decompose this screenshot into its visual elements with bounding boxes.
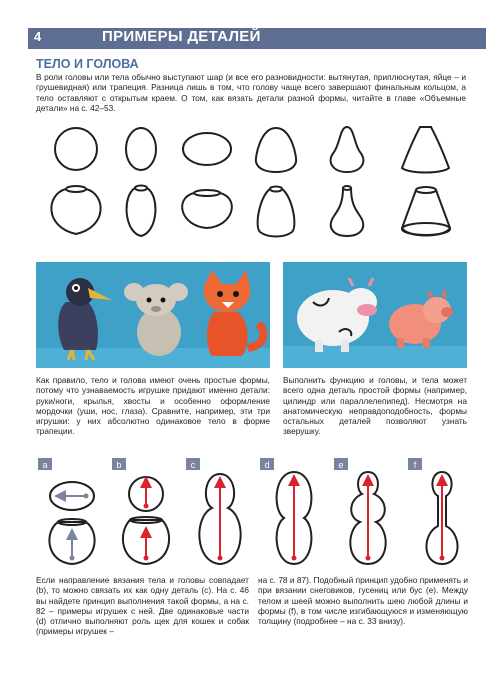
left-column-text: Как правило, тело и голова имеют очень простые формы, потому что узнаваемость игрушке придают именно детали: руки/ноги, крылья, хвосты и особенно оформление мордочки (уши, нос, глаза). Сравните, например, эти три игрушки: у них абсолютно одинаковое тело в форме трапеции.	[36, 375, 270, 437]
photo-cow-pig	[283, 262, 467, 368]
knitting-direction-diagrams	[34, 454, 474, 570]
page-header	[0, 0, 500, 49]
diagram-d	[277, 472, 312, 564]
shape-sphere-open	[51, 189, 100, 234]
photo-three-toys	[36, 262, 270, 368]
shape-pear	[331, 127, 364, 172]
shape-trapezoid-open	[402, 190, 450, 236]
diagram-e	[350, 472, 385, 564]
diagram-b	[123, 477, 169, 564]
toys-illustration	[36, 262, 270, 368]
shape-flat-open	[182, 193, 232, 228]
diagram-f	[426, 472, 457, 564]
label-a: a	[42, 460, 48, 470]
section-title: ТЕЛО И ГОЛОВА	[36, 57, 139, 71]
shape-pear-open	[331, 188, 363, 236]
label-f: f	[413, 460, 417, 470]
shape-egg	[256, 128, 296, 172]
shape-egg-open	[258, 189, 295, 237]
shape-oval-open	[127, 188, 156, 236]
label-c: c	[190, 460, 196, 470]
bottom-right-text: на с. 78 и 87). Подобный принцип удобно применять и при вязании снеговиков, гусениц или бус (e). Между телом и шеей можно выполнить шею любой длины и формы (f), в том числе изгибающуюся и изменяющую толщину (подробнее – на с. 33 внизу).	[258, 575, 468, 627]
right-column-text: Выполнить функцию и головы, и тела может всего одна деталь простой формы (например, цилиндр или параллелепипед). Несмотря на анатомическую неправдоподобность, формы остальных деталей позволяют узнать зверушку.	[283, 375, 467, 437]
shape-sphere	[55, 128, 97, 170]
page-number: 4	[34, 29, 42, 44]
label-b: b	[116, 460, 122, 470]
label-d: d	[264, 460, 270, 470]
diagram-a	[49, 482, 94, 564]
shape-trapezoid	[402, 127, 449, 173]
cow-pig-illustration	[283, 262, 467, 368]
diagram-labels	[38, 458, 422, 470]
header-title: ПРИМЕРЫ ДЕТАЛЕЙ	[102, 28, 261, 45]
shape-outlines	[34, 122, 474, 242]
shape-oval-flat	[183, 133, 231, 165]
diagram-c	[199, 474, 240, 564]
label-e: e	[338, 460, 344, 470]
intro-paragraph: В роли головы или тела обычно выступают шар (и все его разновидности: вытянутая, приплюснутая, яйце – и грушевидная) или трапеция. Разница лишь в том, что голову чаще всего завершают финальным кольцом, а тело оставляют с открытым краем. О том, как вязать детали разной формы, читайте в главе «Объемные детали» на с. 42–53.	[36, 72, 466, 113]
shape-oval-tall	[126, 128, 156, 170]
bottom-left-text: Если направление вязания тела и головы совпадает (b), то можно связать их как одну деталь (c). На с. 46 вы найдете принцип выполнения такой формы, а на с. 82 – примеры игрушек с ней. Две одинаковые части (d) отлично выполняют роль щек для кошек и собак (примеры игрушек –	[36, 575, 249, 637]
